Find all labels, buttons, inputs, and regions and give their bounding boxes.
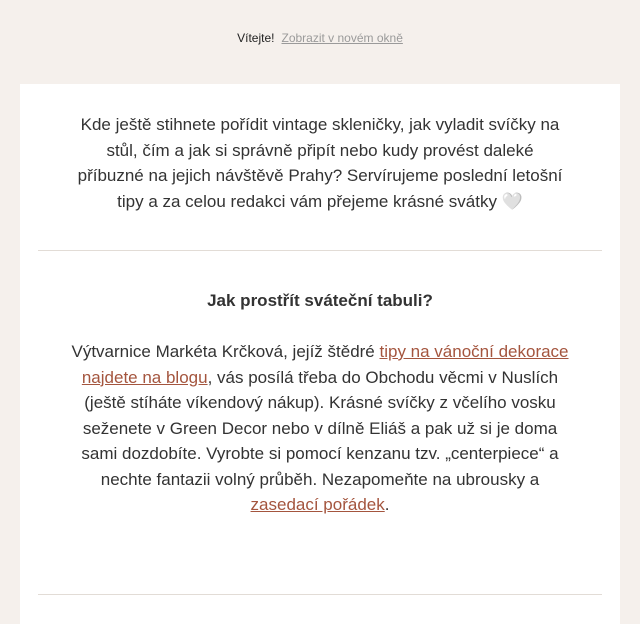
- section-text-part-1: Výtvarnice Markéta Krčková, jejíž štědré: [71, 342, 380, 361]
- section-text-part-2: , vás posílá třeba do Obchodu věcmi v Nuslích (ještě stíháte víkendový nákup). Krásné svíčky z včelího vosku seženete v Green Decor nebo v dílně Eliáš a pak už si je doma sami dozdobíte. Vyrobte si pomocí kenzanu tzv. „centerpiece“ a nechte fantazii volný průběh. Nezapomeňte na ubrousky a: [81, 367, 559, 489]
- preheader: [0, 0, 640, 84]
- intro-paragraph: Kde ještě stihnete pořídit vintage skleničky, jak vyladit svíčky na stůl, čím a jak si správně připít nebo kudy provést daleké příbuzné na jejich návštěvě Prahy? Servírujeme poslední letošní tipy a za celou redakci vám přejeme krásné svátky 🤍: [77, 115, 563, 211]
- section-text-part-3: .: [384, 495, 390, 514]
- seating-plan-link[interactable]: zasedací pořádek: [250, 495, 385, 514]
- greeting-text: Vítejte!: [237, 31, 275, 45]
- section-divider-bottom: [38, 594, 602, 595]
- view-in-browser-link[interactable]: Zobrazit v novém okně: [281, 31, 403, 45]
- section-paragraph: [20, 339, 620, 518]
- newsletter-content-card: [20, 84, 620, 624]
- section-divider: [38, 250, 602, 251]
- decor-tips-blog-link[interactable]: tipy na vánoční dekorace najdete na blogu: [81, 342, 569, 387]
- section-title: Jak prostřít sváteční tabuli?: [207, 291, 433, 310]
